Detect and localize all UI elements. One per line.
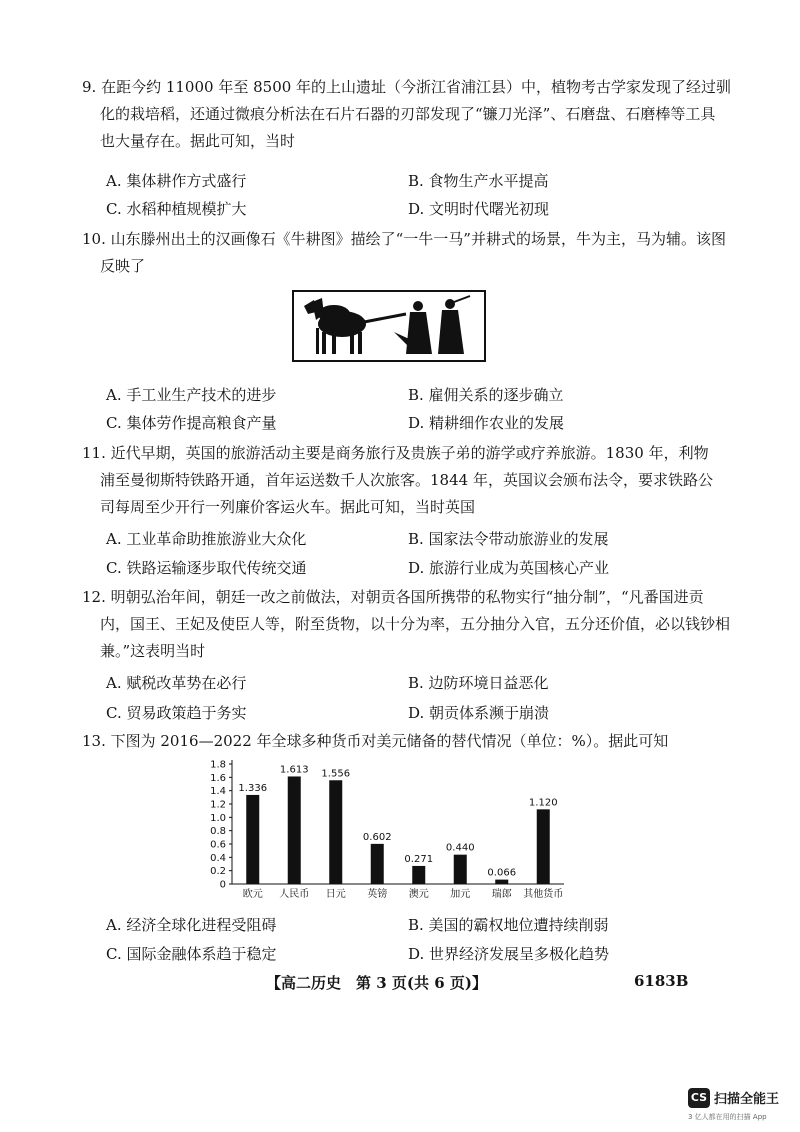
x-tick-label: 加元 xyxy=(450,889,471,900)
x-tick-label: 欧元 xyxy=(242,889,263,900)
camscanner-logo-icon: CS xyxy=(688,1088,710,1108)
q12-option-a: A. 赋税改革势在必行 xyxy=(106,674,247,692)
paper-code: 6183B xyxy=(634,972,689,990)
camscanner-tagline: 3 亿人都在用的扫描 App xyxy=(688,1113,767,1121)
data-label: 0.271 xyxy=(404,853,434,865)
bar xyxy=(288,776,301,884)
question-12-line: 内，国王、王妃及使臣人等，附至货物，以十分为率，五分抽分入官，五分还价值，必以钱钞相 xyxy=(100,615,731,633)
data-label: 0.440 xyxy=(445,842,475,854)
page-footer: 【高二历史 第 3 页(共 6 页)】 xyxy=(266,974,487,992)
question-10-line: 10. 山东滕州出土的汉画像石《牛耕图》描绘了“一牛一马”并耕式的场景，牛为主，马为辅。该图 xyxy=(82,230,726,248)
q13-option-a: A. 经济全球化进程受阻碍 xyxy=(106,916,277,934)
q9-option-b: B. 食物生产水平提高 xyxy=(408,172,549,190)
q11-option-b: B. 国家法令带动旅游业的发展 xyxy=(408,530,609,548)
q9-option-c: C. 水稻种植规模扩大 xyxy=(106,200,247,218)
ox-plowing-stone-relief-image xyxy=(292,290,486,362)
bar xyxy=(246,795,259,884)
data-label: 1.336 xyxy=(238,782,268,794)
bar xyxy=(329,780,342,884)
q12-option-b: B. 边防环境日益恶化 xyxy=(408,674,549,692)
currency-reserve-bar-chart xyxy=(198,756,570,902)
bar xyxy=(371,844,384,884)
question-9 xyxy=(82,74,732,155)
q10-option-c: C. 集体劳作提高粮食产量 xyxy=(106,414,277,432)
x-tick-label: 瑞郎 xyxy=(491,889,512,900)
question-11-line: 11. 近代早期，英国的旅游活动主要是商务旅行及贵族子弟的游学或疗养旅游。1830 年，利物 xyxy=(82,444,709,462)
q10-option-a: A. 手工业生产技术的进步 xyxy=(106,386,277,404)
question-10-line: 反映了 xyxy=(100,257,146,275)
q11-option-a: A. 工业革命助推旅游业大众化 xyxy=(106,530,307,548)
y-tick-label: 1.8 xyxy=(210,759,226,771)
data-label: 1.613 xyxy=(279,764,309,776)
x-tick-label: 澳元 xyxy=(408,889,429,900)
y-tick-label: 1.6 xyxy=(210,772,226,784)
question-12 xyxy=(82,584,731,665)
question-11-line: 司每周至少开行一列廉价客运火车。据此可知，当时英国 xyxy=(100,498,476,516)
q10-option-d: D. 精耕细作农业的发展 xyxy=(408,414,565,432)
y-tick-label: 0.8 xyxy=(210,826,226,838)
bar xyxy=(537,809,550,884)
data-label: 0.066 xyxy=(487,867,517,879)
question-11 xyxy=(82,440,722,521)
data-label: 1.120 xyxy=(528,797,558,809)
q13-option-c: C. 国际金融体系趋于稳定 xyxy=(106,945,277,963)
question-11-line: 浦至曼彻斯特铁路开通，首年运送数千人次旅客。1844 年，英国议会颁布法令，要求铁路公 xyxy=(100,471,713,489)
y-tick-label: 0 xyxy=(219,879,226,891)
question-10 xyxy=(82,226,726,280)
question-13-line: 13. 下图为 2016—2022 年全球多种货币对美元储备的替代情况（单位：%）。据此可知 xyxy=(82,732,669,750)
question-13 xyxy=(82,728,722,755)
bar xyxy=(454,855,467,884)
q12-option-d: D. 朝贡体系濒于崩溃 xyxy=(408,704,550,722)
q10-option-b: B. 雇佣关系的逐步确立 xyxy=(408,386,564,404)
x-tick-label: 英镑 xyxy=(367,889,388,900)
bar xyxy=(412,866,425,884)
question-9-line: 9. 在距今约 11000 年至 8500 年的上山遗址（今浙江省浦江县）中，植物考古学家发现了经过驯 xyxy=(82,78,732,96)
question-9-line: 化的栽培稻，还通过微痕分析法在石片石器的刃部发现了“镰刀光泽”、石磨盘、石磨棒等工具 xyxy=(100,105,716,123)
y-tick-label: 1.4 xyxy=(210,786,226,798)
x-tick-label: 其他货币 xyxy=(523,889,564,900)
question-12-line: 12. 明朝弘治年间，朝廷一改之前做法，对朝贡各国所携带的私物实行“抽分制”，“凡番国进贡 xyxy=(82,588,704,606)
q9-option-a: A. 集体耕作方式盛行 xyxy=(106,172,247,190)
data-label: 0.602 xyxy=(362,831,392,843)
y-tick-label: 0.2 xyxy=(210,866,226,878)
x-tick-label: 人民币 xyxy=(279,889,310,900)
q13-option-d: D. 世界经济发展呈多极化趋势 xyxy=(408,945,610,963)
q9-option-d: D. 文明时代曙光初现 xyxy=(408,200,550,218)
q12-option-c: C. 贸易政策趋于务实 xyxy=(106,704,247,722)
q13-option-b: B. 美国的霸权地位遭持续削弱 xyxy=(408,916,609,934)
y-tick-label: 1.0 xyxy=(210,812,226,824)
y-tick-label: 0.6 xyxy=(210,839,226,851)
bar xyxy=(495,880,508,884)
y-tick-label: 1.2 xyxy=(210,799,226,811)
camscanner-name: 扫描全能王 xyxy=(714,1092,780,1107)
question-12-line: 兼。”这表明当时 xyxy=(100,642,206,660)
x-tick-label: 日元 xyxy=(325,889,346,900)
q11-option-d: D. 旅游行业成为英国核心产业 xyxy=(408,559,610,577)
question-9-line: 也大量存在。据此可知，当时 xyxy=(100,132,296,150)
q11-option-c: C. 铁路运输逐步取代传统交通 xyxy=(106,559,307,577)
y-tick-label: 0.4 xyxy=(210,852,226,864)
data-label: 1.556 xyxy=(321,768,351,780)
